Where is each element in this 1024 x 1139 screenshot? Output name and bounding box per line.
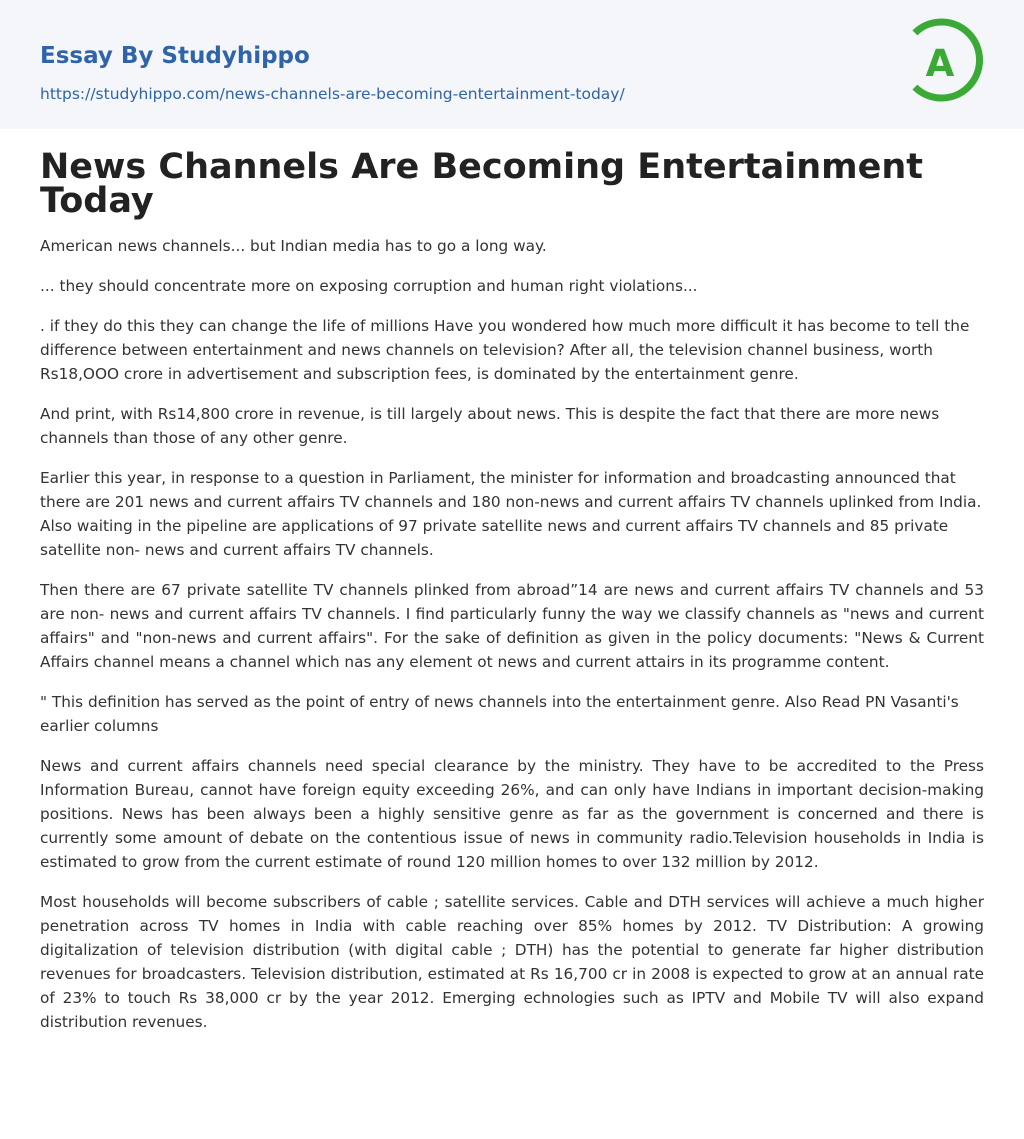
site-header	[0, 0, 1024, 129]
paragraph-9: Most households will become subscribers of cable ; satellite services. Cable and DTH services will achieve a much higher penetration across TV homes in India with cable reaching over 85% homes by 2012. TV Distribution: A growing digitalization of television distribution (with digital cable ; DTH) has the potential to generate far higher distribution revenues for broadcasters. Television distribution, estimated at Rs 16,700 cr in 2008 is expected to grow at an annual rate of 23% to touch Rs 38,000 cr by the year 2012. Emerging echnologies such as IPTV and Mobile TV will also expand distribution revenues.	[40, 893, 984, 1031]
paragraph-2: ... they should concentrate more on exposing corruption and human right violations...	[40, 277, 698, 295]
logo-letter: A	[925, 42, 955, 85]
article-title: News Channels Are Becoming Entertainment Today	[40, 147, 923, 221]
logo-icon	[910, 18, 988, 106]
paragraph-7: " This definition has served as the point of entry of news channels into the entertainment genre. Also Read PN Vasanti's earlier columns	[40, 693, 959, 735]
paragraph-3: . if they do this they can change the life of millions Have you wondered how much more difficult it has become to tell the difference between entertainment and news channels on television? After all, the television channel business, worth Rs18,OOO crore in advertisement and subscription fees, is dominated by the entertainment genre.	[40, 317, 970, 383]
site-title[interactable]: Essay By Studyhippo	[40, 43, 310, 69]
paragraph-1: American news channels... but Indian media has to go a long way.	[40, 237, 547, 255]
paragraph-5: Earlier this year, in response to a question in Parliament, the minister for information and broadcasting announced that there are 201 news and current affairs TV channels and 180 non-news and current affairs TV channels uplinked from India. Also waiting in the pipeline are applications of 97 private satellite news and current affairs TV channels and 85 private satellite non- news and current affairs TV channels.	[40, 469, 982, 559]
paragraph-8: News and current affairs channels need special clearance by the ministry. They have to be accredited to the Press Information Bureau, cannot have foreign equity exceeding 26%, and can only have Indians in important decision-making positions. News has been always been a highly sensitive genre as far as the government is concerned and there is currently some amount of debate on the contentious issue of news in community radio.Television households in India is estimated to grow from the current estimate of round 120 million homes to over 132 million by 2012.	[40, 757, 984, 871]
article-url-link[interactable]: https://studyhippo.com/news-channels-are-becoming-entertainment-today/	[40, 85, 625, 103]
article-body	[40, 234, 984, 1050]
paragraph-6: Then there are 67 private satellite TV channels plinked from abroad”14 are news and current affairs TV channels and 53 are non- news and current affairs TV channels. I find particularly funny the way we classify channels as "news and current affairs" and "non-news and current affairs". For the sake of definition as given in the policy documents: "News & Current Affairs channel means a channel which nas any element ot news and current attairs in its programme content.	[40, 581, 984, 671]
studyhippo-logo[interactable]	[910, 18, 988, 106]
paragraph-4: And print, with Rs14,800 crore in revenue, is till largely about news. This is despite the fact that there are more news channels than those of any other genre.	[40, 405, 940, 447]
